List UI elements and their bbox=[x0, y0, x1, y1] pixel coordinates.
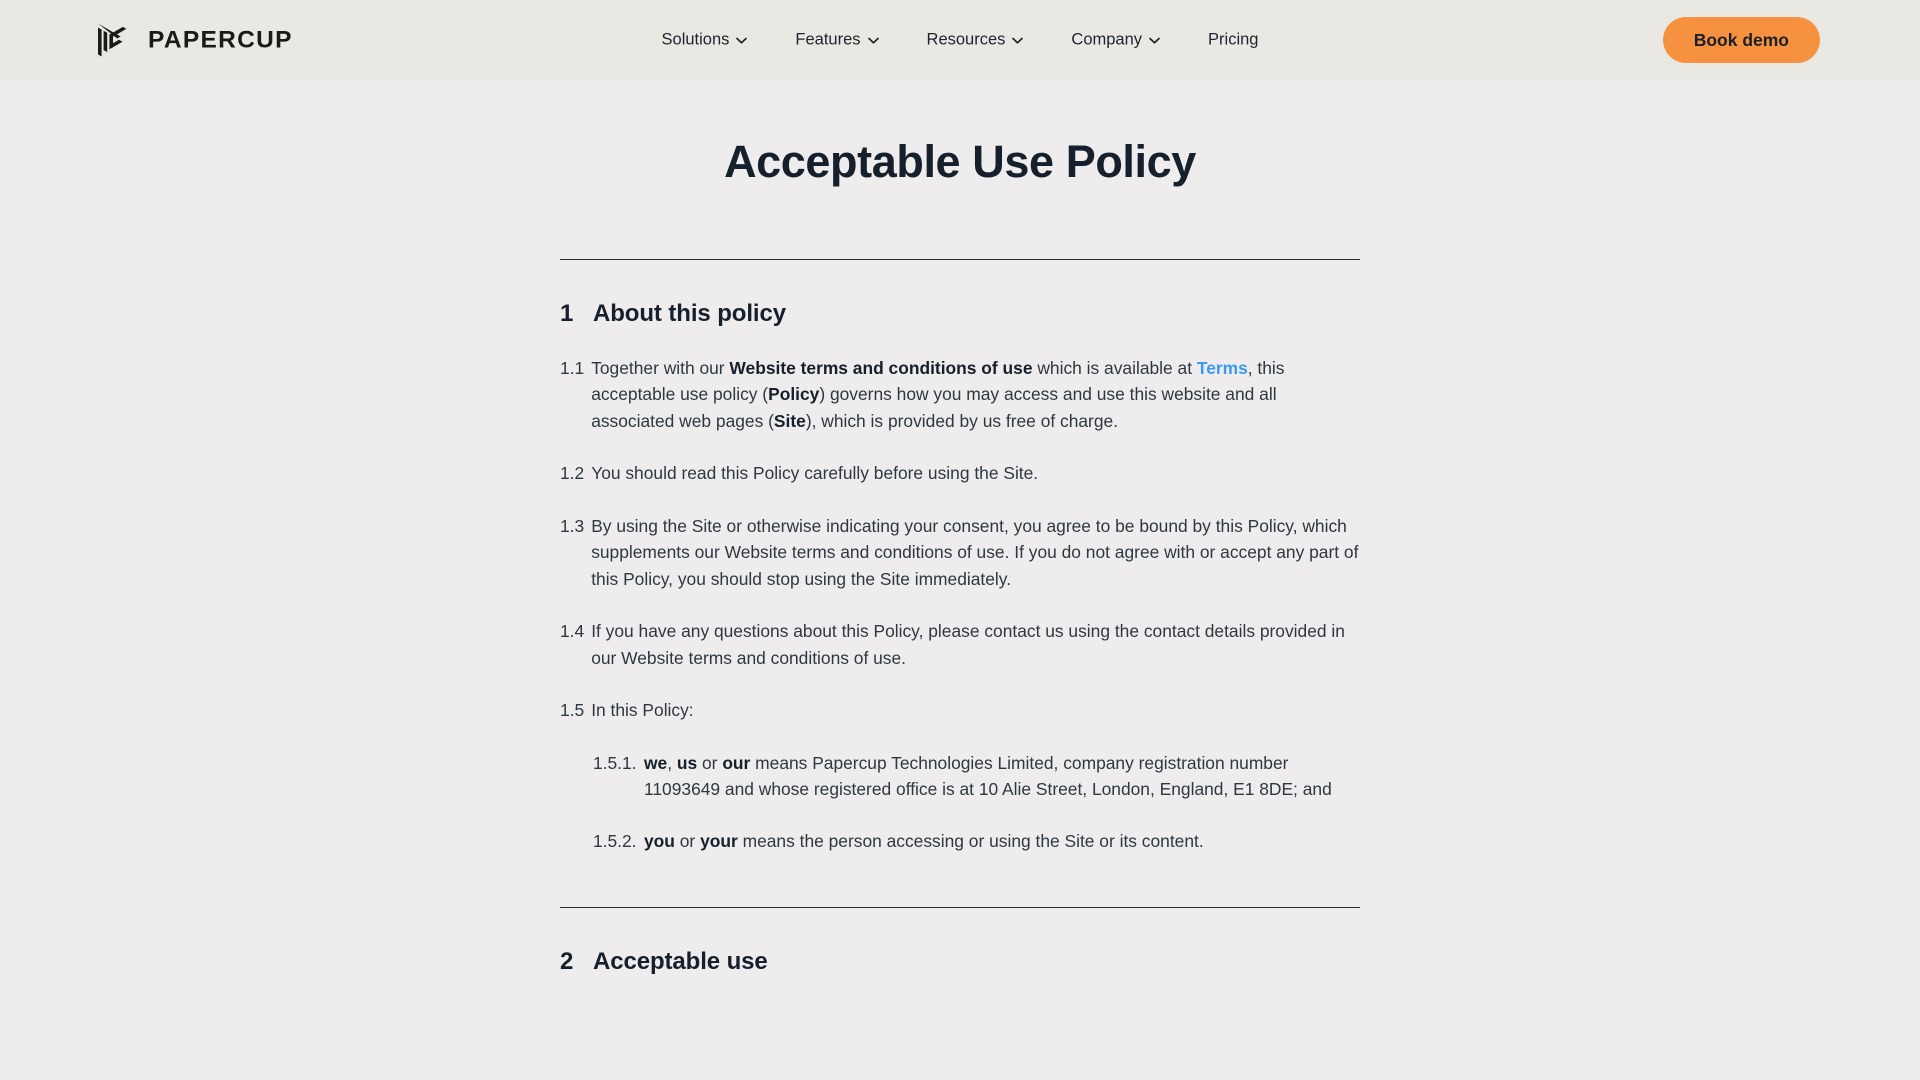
nav-label-pricing: Pricing bbox=[1208, 30, 1259, 49]
clause bbox=[560, 460, 1360, 486]
chevron-down-icon bbox=[868, 38, 879, 45]
clause bbox=[560, 513, 1360, 592]
subclause-number: 1.5.2. bbox=[593, 831, 637, 852]
clause-text: If you have any questions about this Policy, please contact us using the contact details provided in our Website terms and conditions of use. bbox=[591, 621, 1345, 668]
section-heading bbox=[560, 948, 1360, 976]
section-heading bbox=[560, 300, 1360, 328]
clause-text: Together with our bbox=[591, 358, 730, 378]
nav-label-solutions: Solutions bbox=[661, 30, 730, 49]
subclause-number: 1.5.1. bbox=[593, 752, 637, 773]
clause-text: , bbox=[667, 752, 677, 773]
policy-document bbox=[0, 80, 1920, 1080]
clause-list bbox=[560, 355, 1360, 855]
emphasised-term: Policy bbox=[768, 384, 820, 405]
terms-link[interactable]: Terms bbox=[1196, 358, 1248, 378]
emphasised-term: we bbox=[644, 752, 668, 773]
section-spacer bbox=[560, 855, 1360, 907]
subclause-list bbox=[560, 750, 1360, 855]
clause-number: 1.4 bbox=[560, 621, 585, 642]
emphasised-term: us bbox=[676, 752, 698, 773]
chevron-down-icon bbox=[736, 38, 747, 45]
book-demo-button[interactable]: Book demo bbox=[1663, 17, 1820, 63]
emphasised-term: you bbox=[644, 831, 675, 852]
nav-label-company: Company bbox=[1071, 30, 1143, 49]
section-title: About this policy bbox=[593, 300, 786, 327]
nav-label-features: Features bbox=[795, 30, 861, 49]
nav-item-solutions[interactable] bbox=[638, 25, 772, 56]
clause-text: or bbox=[697, 752, 723, 773]
clause-text: ), which is provided by us free of charge. bbox=[805, 410, 1119, 431]
clause bbox=[560, 618, 1360, 671]
subclause-body bbox=[644, 750, 1360, 803]
clause-text: By using the Site or otherwise indicating your consent, you agree to be bound by this Policy, which supplements our Website terms and conditions of use. If you do not agree with or accept any part of this Policy, you should stop using the Site immediately. bbox=[591, 515, 1359, 589]
main-navigation bbox=[0, 25, 1920, 56]
clause-text: In this Policy: bbox=[591, 700, 694, 721]
clause-text: You should read this Policy carefully before using the Site. bbox=[591, 463, 1039, 484]
subclause-body bbox=[644, 828, 1360, 854]
subclause bbox=[593, 828, 1360, 854]
chevron-down-icon bbox=[1149, 38, 1160, 45]
clause-text: means Papercup Technologies Limited, company registration number 11093649 and whose registered office is at 10 Alie Street, London, England, E1 8DE; and bbox=[644, 752, 1332, 799]
clause bbox=[560, 697, 1360, 723]
nav-item-resources[interactable] bbox=[903, 25, 1048, 56]
clause-text: ) governs how you may access and use this website and all associated web pages ( bbox=[591, 384, 1277, 431]
clause-body bbox=[591, 460, 1360, 486]
nav-item-company[interactable] bbox=[1047, 25, 1184, 56]
site-header bbox=[0, 0, 1920, 80]
nav-label-resources: Resources bbox=[926, 30, 1006, 49]
clause-text: , this acceptable use policy ( bbox=[591, 358, 1285, 405]
emphasised-term: Website terms and conditions of use bbox=[729, 358, 1033, 378]
clause-body bbox=[591, 618, 1360, 671]
clause-text: means the person accessing or using the Site or its content. bbox=[737, 831, 1204, 852]
clause-body bbox=[591, 697, 1360, 723]
section-number: 2 bbox=[560, 947, 574, 975]
chevron-down-icon bbox=[1012, 38, 1023, 45]
clause-number: 1.1 bbox=[560, 358, 585, 378]
section-about-this-policy bbox=[560, 260, 1360, 855]
emphasised-term: your bbox=[700, 831, 738, 852]
section-title: Acceptable use bbox=[593, 947, 768, 975]
nav-item-pricing[interactable] bbox=[1184, 25, 1282, 56]
subclause bbox=[593, 750, 1360, 803]
clause-number: 1.2 bbox=[560, 463, 585, 484]
emphasised-term: Site bbox=[773, 410, 806, 431]
nav-item-features[interactable] bbox=[771, 25, 902, 56]
section-number: 1 bbox=[560, 300, 574, 327]
clause-number: 1.3 bbox=[560, 515, 585, 536]
page-title: Acceptable Use Policy bbox=[724, 136, 1196, 187]
clause-text: which is available at bbox=[1032, 358, 1197, 378]
clause bbox=[560, 355, 1360, 434]
clause-body bbox=[591, 355, 1360, 434]
clause-number: 1.5 bbox=[560, 700, 585, 721]
brand-name: PAPERCUP bbox=[148, 26, 293, 53]
clause-body bbox=[591, 513, 1360, 592]
emphasised-term: our bbox=[722, 752, 751, 773]
clause-text: or bbox=[674, 831, 701, 852]
section-acceptable-use bbox=[560, 908, 1360, 976]
